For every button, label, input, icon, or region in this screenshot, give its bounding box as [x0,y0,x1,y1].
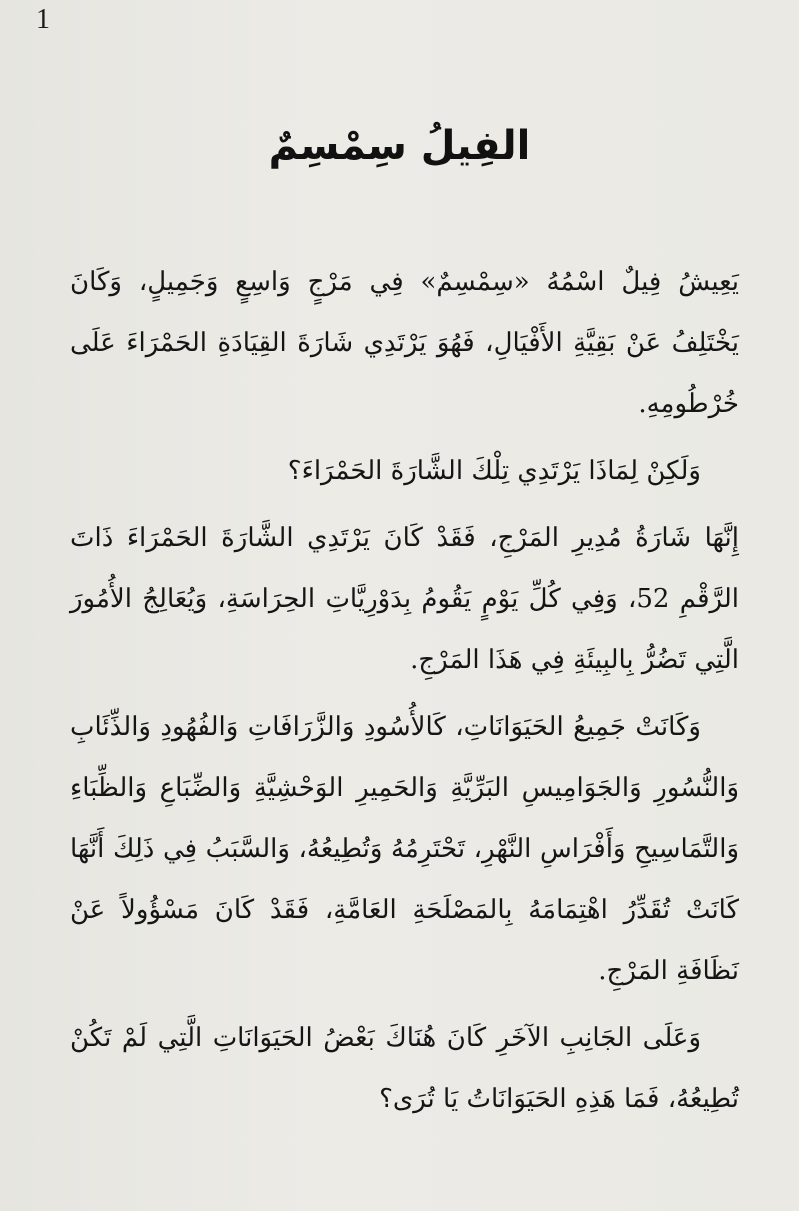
paragraph-1: يَعِيشُ فِيلٌ اسْمُهُ «سِمْسِمٌ» فِي مَرْجٍ وَاسِعٍ وَجَمِيلٍ، وَكَانَ يَخْتَلِفُ عَنْ بَقِيَّةِ الأَفْيَالِ، فَهُوَ يَرْتَدِي شَارَةَ القِيَادَةِ الحَمْرَاءَ عَلَى خُرْطُومِهِ. [70,267,739,419]
story-body [70,252,739,1136]
page-number: 1 [36,4,50,35]
story-title: الفِيلُ سِمْسِمٌ [268,123,531,169]
paragraph-4: وَكَانَتْ جَمِيعُ الحَيَوَانَاتِ، كَالأُسُودِ وَالزَّرَافَاتِ وَالفُهُودِ وَالذِّئَابِ وَالنُّسُورِ وَالجَوَامِيسِ البَرِّيَّةِ وَالحَمِيرِ الوَحْشِيَّةِ وَالضِّبَاعِ وَالظِّبَاءِ وَالتَّمَاسِيحِ وَأَفْرَاسِ النَّهْرِ، تَحْتَرِمُهُ وَتُطِيعُهُ، وَالسَّبَبُ فِي ذَلِكَ أَنَّهَا كَانَتْ تُقَدِّرُ اهْتِمَامَهُ بِالمَصْلَحَةِ العَامَّةِ، فَقَدْ كَانَ مَسْؤُولاً عَنْ نَظَافَةِ المَرْجِ. [70,712,739,986]
paragraph-2: وَلَكِنْ لِمَاذَا يَرْتَدِي تِلْكَ الشَّارَةَ الحَمْرَاءَ؟ [287,456,701,486]
paragraph-5: وَعَلَى الجَانِبِ الآخَرِ كَانَ هُنَاكَ بَعْضُ الحَيَوَانَاتِ الَّتِي لَمْ تَكُنْ تُطِيعُهُ، فَمَا هَذِهِ الحَيَوَانَاتُ يَا تُرَى؟ [70,1023,739,1114]
paragraph-3: إِنَّهَا شَارَةُ مُدِيرِ المَرْجِ، فَقَدْ كَانَ يَرْتَدِي الشَّارَةَ الحَمْرَاءَ ذَاتَ الرَّقْمِ 52، وَفِي كُلِّ يَوْمٍ يَقُومُ بِدَوْرِيَّاتِ الحِرَاسَةِ، وَيُعَالِجُ الأُمُورَ الَّتِي تَضُرُّ بِالبِيئَةِ فِي هَذَا المَرْجِ. [70,523,739,675]
